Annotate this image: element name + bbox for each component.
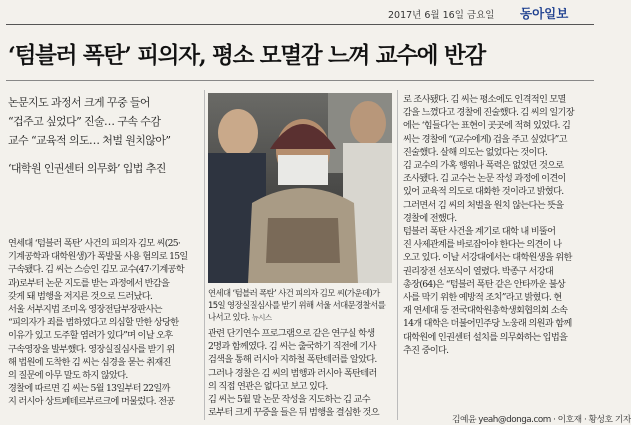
article-line: 텀블러 폭탄 사건을 계기로 대학 내 비뚤어: [403, 226, 556, 238]
article-line: 재 연세대 등 전국대학원총학생회협의회 소속: [403, 305, 568, 317]
article-line: 총장(64)은 “텀블러 폭탄 같은 안타까운 불상: [403, 278, 565, 290]
article-line: 씨는 경찰에 “(교수에게) 겁을 주고 싶었다”고: [403, 133, 567, 145]
article-line: 관련 단기연수 프로그램으로 같은 연구실 학생: [208, 328, 375, 339]
article-line: “피의자가 죄를 범하였다고 의심할 만한 상당한: [8, 317, 179, 329]
article-line: 있어 교육적 의도로 대화한 것이라고 밝혔다.: [403, 186, 564, 198]
headline-rule: [6, 80, 594, 81]
article-line: 갖게 돼 범행을 저지른 것으로 드러났다.: [8, 290, 153, 302]
column-divider: [397, 90, 398, 420]
article-line: 기계공학과 대학원생)가 폭발물 사용 혐의로 15일: [8, 251, 188, 263]
article-line: 오고 있다. 이날 서강대에서는 대학원생을 위한: [403, 252, 572, 264]
article-line: 이유가 있고 도주할 염려가 있다”며 이날 오후: [8, 330, 173, 342]
article-line: 로 조사됐다. 김 씨는 평소에도 인격적인 모멸: [403, 94, 566, 105]
column-divider: [204, 90, 205, 420]
article-line: 14개 대학은 더불어민주당 노웅래 의원과 함께: [403, 318, 572, 330]
article-line: 연세대 ‘텀블러 폭탄’ 사건의 피의자 김모 씨(25·: [8, 238, 181, 249]
article-line: 경찰에 따르면 김 씨는 5월 13일부터 22일까: [8, 383, 170, 395]
article-line: 대학원에 인권센터 설치를 의무화하는 입법을: [403, 331, 568, 343]
article-line: 의 질문에 아무 말도 하지 않았다.: [8, 370, 128, 382]
newspaper-logo: 동아일보: [520, 6, 569, 21]
article-column-2: [208, 327, 398, 419]
caption-line: 연세대 ‘텀블러 폭탄’ 사건 피의자 김모 씨(가운데)가: [208, 288, 380, 298]
news-photo: [208, 93, 392, 283]
article-line: 구속영장을 발부했다. 영장실질심사를 받기 위: [8, 343, 175, 355]
article-column-1: [8, 237, 204, 409]
article-line: 구속됐다. 김 씨는 스승인 김모 교수(47·기계공학: [8, 264, 184, 276]
subheads: [8, 93, 208, 178]
headline: ‘텀블러 폭탄’ 피의자, 평소 모멸감 느껴 교수에 반감: [8, 43, 486, 69]
subhead-4: ‘대학원 인권센터 의무화’ 입법 추진: [8, 162, 166, 175]
article-line: 사를 막기 위한 예방적 조치”라고 밝혔다. 현: [403, 292, 562, 304]
article-column-3: [403, 93, 595, 357]
subhead-3: 교수 “교육적 의도… 처벌 원치않아”: [8, 134, 171, 147]
article-line: 검색을 통해 러시아 지하철 폭탄테러를 알았다.: [208, 354, 377, 366]
publication-date: 2017년 6월 16일 금요일: [388, 10, 495, 21]
article-line: 그러면서 김 씨의 처벌을 원치 않는다는 뜻을: [403, 199, 564, 211]
article-line: 에는 ‘힘들다’는 표현이 곳곳에 적혀 있었다. 김: [403, 120, 571, 132]
subhead-2: “겁주고 싶었다” 진술… 구속 수감: [8, 115, 161, 128]
article-line: 경찰에 전했다.: [403, 212, 457, 224]
subhead-1: 논문지도 과정서 크게 꾸중 들어: [8, 96, 150, 109]
top-rule: [6, 24, 594, 25]
article-line: 김 씨는 5월 말 논문 작성을 지도하는 김 교수: [208, 394, 370, 406]
article-line: 감을 느꼈다고 경찰에 진술했다. 김 씨의 일기장: [403, 107, 574, 119]
article-line: 김 교수의 가혹 행위나 폭력은 없었던 것으로: [403, 160, 564, 172]
suspect-photo-illustration: [208, 93, 392, 283]
article-line: 의 직접 연관은 없다고 보고 있다.: [208, 380, 328, 392]
byline: 김예윤 yeah@donga.com · 이호재 · 황성호 기자: [452, 415, 631, 425]
article-line: 2명과 함께였다. 김 씨는 출국하기 직전에 기사: [208, 341, 376, 353]
article-line: 해 법원에 도착한 김 씨는 심경을 묻는 취재진: [8, 356, 171, 368]
article-line: 과)로부터 논문 지도를 받는 과정에서 반감을: [8, 277, 170, 289]
article-line: 로부터 크게 꾸중을 들은 뒤 범행을 결심한 것으: [208, 407, 379, 419]
caption-line: 15일 영장실질심사를 받기 위해 서울 서대문경찰서를: [208, 300, 386, 310]
photo-agency: 뉴시스: [251, 313, 272, 322]
article-line: 추진 중이다.: [403, 344, 449, 356]
masthead: [0, 0, 600, 22]
caption-text: 나서고 있다.: [208, 312, 250, 322]
photo-caption: [208, 287, 394, 324]
article-line: 그러나 경찰은 김 씨의 범행과 러시아 폭탄테러: [208, 367, 377, 379]
article-line: 진 사제관계를 바로잡아야 한다는 의견이 나: [403, 239, 562, 251]
caption-line: [208, 311, 394, 324]
article-line: 지 러시아 상트페테르부르크에 머물렀다. 전공: [8, 396, 175, 408]
article-line: 권리장전 선포식이 열렸다. 박종구 서강대: [403, 265, 554, 277]
article-line: 조사됐다. 김 교수는 논문 작성 과정에 이견이: [403, 173, 566, 185]
article-line: 진술했다. 살해 의도는 없었다는 것이다.: [403, 146, 548, 158]
article-line: 서울 서부지법 조미옥 영장전담부장판사는: [8, 304, 162, 316]
